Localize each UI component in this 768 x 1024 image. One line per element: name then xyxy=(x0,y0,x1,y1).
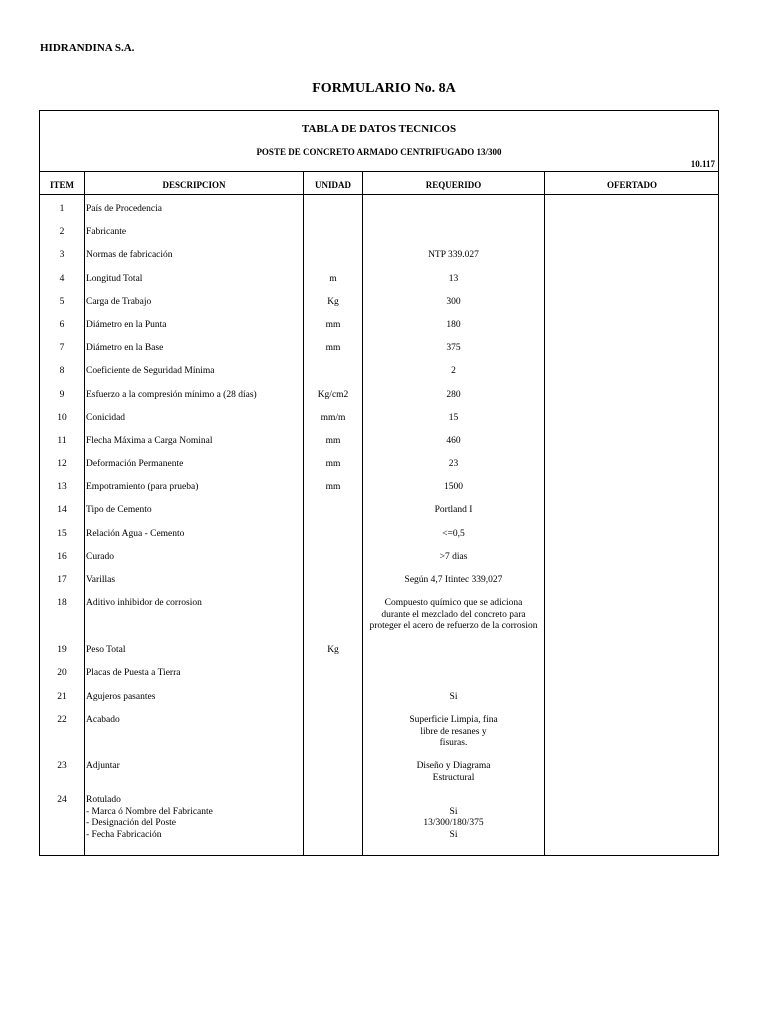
item-required-line: fisuras. xyxy=(439,738,468,748)
item-required xyxy=(363,413,544,425)
item-required-line: NTP 339.027 xyxy=(428,250,479,260)
item-required-line: 1500 xyxy=(444,482,463,492)
table-title: TABLA DE DATOS TECNICOS xyxy=(301,123,457,135)
item-required xyxy=(363,692,544,704)
item-required xyxy=(363,227,544,239)
item-description-line: Diámetro en la Punta xyxy=(86,320,167,330)
item-description xyxy=(86,529,302,541)
item-required xyxy=(363,204,544,216)
item-required-line: Superficie Limpia, fina xyxy=(409,715,498,725)
item-description xyxy=(86,645,302,657)
item-required xyxy=(363,529,544,541)
item-description-line: Relación Agua - Cemento xyxy=(86,529,185,539)
item-unit: mm xyxy=(325,436,341,446)
item-description xyxy=(86,598,302,610)
item-description-line: Varillas xyxy=(86,575,116,585)
item-description xyxy=(86,505,302,517)
item-required-line: Si xyxy=(449,829,458,840)
item-required-line: Diseño y Diagrama xyxy=(416,761,491,771)
item-number: 13 xyxy=(57,482,67,492)
column-header-requerido: REQUERIDO xyxy=(425,180,482,190)
item-description xyxy=(86,274,302,286)
item-description-line: Flecha Máxima a Carga Nominal xyxy=(86,436,213,446)
item-number: 11 xyxy=(57,436,67,446)
item-description-line: Tipo de Cemento xyxy=(86,505,152,515)
item-number: 8 xyxy=(59,366,65,376)
item-required-line: 15 xyxy=(448,413,459,423)
column-divider xyxy=(544,172,545,855)
item-required-line xyxy=(363,668,544,680)
item-description-line: Rotulado xyxy=(86,795,121,805)
item-unit: Kg xyxy=(327,297,339,307)
item-required xyxy=(363,274,544,286)
item-description xyxy=(86,436,302,448)
item-number: 2 xyxy=(59,227,65,237)
column-header-unidad: UNIDAD xyxy=(315,180,351,190)
header-top-border xyxy=(40,171,718,172)
item-required-line xyxy=(363,645,544,657)
item-required-line xyxy=(363,227,544,239)
item-unit: m xyxy=(329,274,337,284)
item-description-line: Carga de Trabajo xyxy=(86,297,152,307)
item-description-line: - Designación del Poste xyxy=(86,818,176,828)
item-description xyxy=(86,297,302,309)
item-description xyxy=(86,761,302,773)
header-bottom-border xyxy=(40,194,718,195)
item-unit: Kg xyxy=(327,645,339,655)
item-number: 3 xyxy=(59,250,65,260)
item-description-line: Deformación Permanente xyxy=(86,459,184,469)
item-unit: mm xyxy=(325,343,341,353)
item-unit: Kg/cm2 xyxy=(317,390,349,400)
item-required-line: 300 xyxy=(446,297,461,307)
table-code: 10.117 xyxy=(690,159,715,169)
item-description-line: Peso Total xyxy=(86,645,126,655)
item-required xyxy=(363,343,544,355)
item-required-line: 375 xyxy=(446,343,461,353)
item-required-line: 13 xyxy=(448,274,459,284)
item-required-line xyxy=(363,204,544,216)
item-required-line: durante el mezclado del concreto para xyxy=(381,609,526,620)
column-header-ofertado: OFERTADO xyxy=(606,180,658,190)
item-required xyxy=(363,297,544,309)
item-number: 6 xyxy=(59,320,65,330)
item-number: 19 xyxy=(57,645,67,655)
company-name: HIDRANDINA S.A. xyxy=(40,42,135,54)
item-required xyxy=(363,436,544,448)
item-required xyxy=(363,250,544,262)
item-required-line: libre de resanes y xyxy=(420,726,487,737)
item-description-line: Placas de Puesta a Tierra xyxy=(86,668,181,678)
item-description xyxy=(86,795,302,841)
item-required xyxy=(363,598,544,633)
item-description-line: Fabricante xyxy=(86,227,127,237)
item-description xyxy=(86,575,302,587)
item-description xyxy=(86,204,302,216)
item-description xyxy=(86,482,302,494)
item-required xyxy=(363,761,544,784)
item-number: 22 xyxy=(57,715,67,725)
item-required xyxy=(363,482,544,494)
item-required-line: 280 xyxy=(446,390,461,400)
item-description-line: Adjuntar xyxy=(86,761,120,771)
item-description xyxy=(86,692,302,704)
item-description-line: Normas de fabricación xyxy=(86,250,173,260)
item-description xyxy=(86,227,302,239)
item-description xyxy=(86,668,302,680)
item-number: 23 xyxy=(57,761,67,771)
column-header-descripcion: DESCRIPCION xyxy=(162,180,226,190)
item-description-line: Agujeros pasantes xyxy=(86,692,156,702)
item-number: 15 xyxy=(57,529,67,539)
item-number: 1 xyxy=(59,204,65,214)
column-header-item: ITEM xyxy=(49,180,74,190)
item-description-line: Aditivo inhibidor de corrosion xyxy=(86,598,202,608)
item-number: 18 xyxy=(57,598,67,608)
item-number: 17 xyxy=(57,575,67,585)
item-unit: mm xyxy=(325,459,341,469)
item-required-line: Si xyxy=(449,806,458,817)
item-number: 4 xyxy=(59,274,65,284)
technical-data-table xyxy=(39,110,719,856)
item-description xyxy=(86,366,302,378)
item-description-line: Acabado xyxy=(86,715,120,725)
item-number: 10 xyxy=(57,413,67,423)
item-description-line: Curado xyxy=(86,552,114,562)
item-required-line: Portland I xyxy=(434,505,473,515)
item-required xyxy=(363,505,544,517)
item-description xyxy=(86,413,302,425)
item-required-line: Compuesto químico que se adiciona xyxy=(384,598,523,608)
item-description-line: Longitud Total xyxy=(86,274,143,284)
item-unit: mm xyxy=(325,482,341,492)
item-required xyxy=(363,366,544,378)
item-unit: mm xyxy=(325,320,341,330)
item-description xyxy=(86,459,302,471)
item-required xyxy=(363,795,544,841)
item-number: 7 xyxy=(59,343,65,353)
item-description xyxy=(86,343,302,355)
item-description-line: Diámetro en la Base xyxy=(86,343,164,353)
item-required-line xyxy=(363,795,544,807)
item-required xyxy=(363,668,544,680)
item-required xyxy=(363,552,544,564)
item-description-line: Empotramiento (para prueba) xyxy=(86,482,199,492)
item-description-line: Esfuerzo a la compresión mínimo a (28 días) xyxy=(86,390,257,400)
item-description-line: - Fecha Fabricación xyxy=(86,829,162,840)
item-required-line: Según 4,7 Itintec 339,027 xyxy=(404,575,503,585)
item-description xyxy=(86,715,302,727)
item-required xyxy=(363,715,544,750)
item-number: 9 xyxy=(59,390,65,400)
item-required-line: 13/300/180/375 xyxy=(423,818,484,828)
item-required xyxy=(363,575,544,587)
item-description xyxy=(86,552,302,564)
item-required-line: 180 xyxy=(446,320,461,330)
item-description xyxy=(86,390,302,402)
item-required xyxy=(363,320,544,332)
item-number: 5 xyxy=(59,297,65,307)
item-number: 20 xyxy=(57,668,67,678)
item-required-line: Estructural xyxy=(432,772,475,783)
item-description xyxy=(86,320,302,332)
item-description-line: País de Procedencia xyxy=(86,204,162,214)
item-unit: mm/m xyxy=(320,413,346,423)
item-number: 21 xyxy=(57,692,67,702)
item-required xyxy=(363,390,544,402)
item-description-line: Conicidad xyxy=(86,413,126,423)
item-required xyxy=(363,645,544,657)
item-required-line: Si xyxy=(449,692,458,702)
item-number: 16 xyxy=(57,552,67,562)
form-title: FORMULARIO No. 8A xyxy=(312,81,456,96)
item-required xyxy=(363,459,544,471)
item-required-line: <=0,5 xyxy=(442,529,465,539)
item-description xyxy=(86,250,302,262)
item-required-line: 460 xyxy=(446,436,461,446)
item-number: 24 xyxy=(57,795,67,805)
item-number: 12 xyxy=(57,459,67,469)
item-description-line: - Marca ó Nombre del Fabricante xyxy=(86,806,213,817)
table-subtitle: POSTE DE CONCRETO ARMADO CENTRIFUGADO 13/300 xyxy=(256,147,502,157)
item-description-line: Coeficiente de Seguridad Mínima xyxy=(86,366,215,376)
item-required-line: proteger el acero de refuerzo de la corrosion xyxy=(369,621,538,631)
item-required-line: 23 xyxy=(448,459,459,469)
item-number: 14 xyxy=(57,505,67,515)
item-required-line: 2 xyxy=(451,366,456,376)
item-required-line: >7 dias xyxy=(439,552,468,562)
column-divider xyxy=(84,172,85,855)
